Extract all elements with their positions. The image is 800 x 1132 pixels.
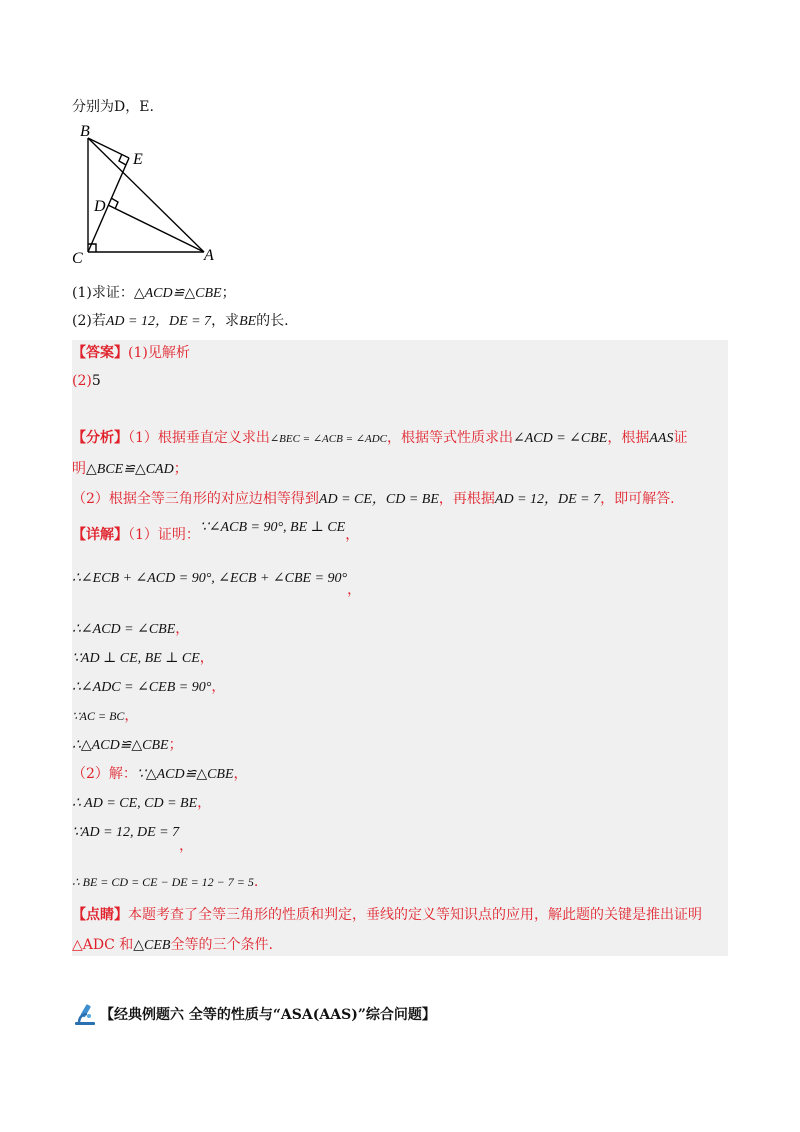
detail-part-2-line: （2）解：∵△ACD≌△CBE， <box>72 766 248 782</box>
detail-step-11: ∴ BE = CD = CE − DE = 12 − 7 = 5. <box>72 874 259 890</box>
microscope-icon <box>72 1001 98 1027</box>
detail-step-4: ∵AD ⊥ CE, BE ⊥ CE， <box>72 650 214 666</box>
label-a: A <box>204 247 214 264</box>
detail-step-10: ∵AD = 12, DE = 7， <box>72 825 194 854</box>
label-c: C <box>72 250 83 267</box>
label-b: B <box>80 123 90 140</box>
detail-line-1: 【详解】（1）证明：∵∠ACB = 90°, BE ⊥ CE， <box>72 520 360 543</box>
analysis-line-3: （2）根据全等三角形的对应边相等得到AD = CE，CD = BE，再根据AD = 12，DE = 7，即可解答. <box>72 491 675 507</box>
question-1: (1)求证：△ACD≌△CBE； <box>72 285 236 301</box>
detail-step-2: ∴∠ECB + ∠ACD = 90°, ∠ECB + ∠CBE = 90°， <box>72 571 362 598</box>
detail-step-5: ∴∠ADC = ∠CEB = 90°， <box>72 679 226 695</box>
label-e: E <box>133 151 143 168</box>
question-2: (2)若AD = 12，DE = 7，求BE的长. <box>72 313 289 329</box>
detail-step-6: ∵AC = BC， <box>72 708 139 724</box>
detail-step-9: ∴ AD = CE, CD = BE， <box>72 795 212 811</box>
detail-step-7: ∴△ACD≌△CBE； <box>72 737 183 753</box>
segment-be <box>88 138 129 158</box>
answer-line-2: (2)5 <box>72 373 101 389</box>
segment-ad <box>108 205 204 252</box>
segment-ba <box>88 138 204 252</box>
label-d: D <box>94 198 106 215</box>
comment-line-1: 【点睛】本题考查了全等三角形的性质和判定，垂线的定义等知识点的应用，解此题的关键是推出证明 <box>72 907 702 923</box>
comment-line-2: △ADC 和△CEB全等的三个条件. <box>72 937 273 953</box>
analysis-line-1: 【分析】（1）根据垂直定义求出∠BEC = ∠ACB = ∠ADC，根据等式性质求出∠ACD = ∠CBE，根据AAS证 <box>72 430 688 446</box>
analysis-line-2: 明△BCE≌△CAD； <box>72 461 188 477</box>
answer-line-1: 【答案】(1)见解析 <box>72 345 190 361</box>
detail-step-3: ∴∠ACD = ∠CBE， <box>72 621 190 637</box>
section-header-title: 【经典例题六 全等的性质与“ASA(AAS)”综合问题】 <box>100 1007 436 1023</box>
intro-line: 分别为D，E. <box>72 99 154 115</box>
triangle-diagram <box>70 118 220 268</box>
